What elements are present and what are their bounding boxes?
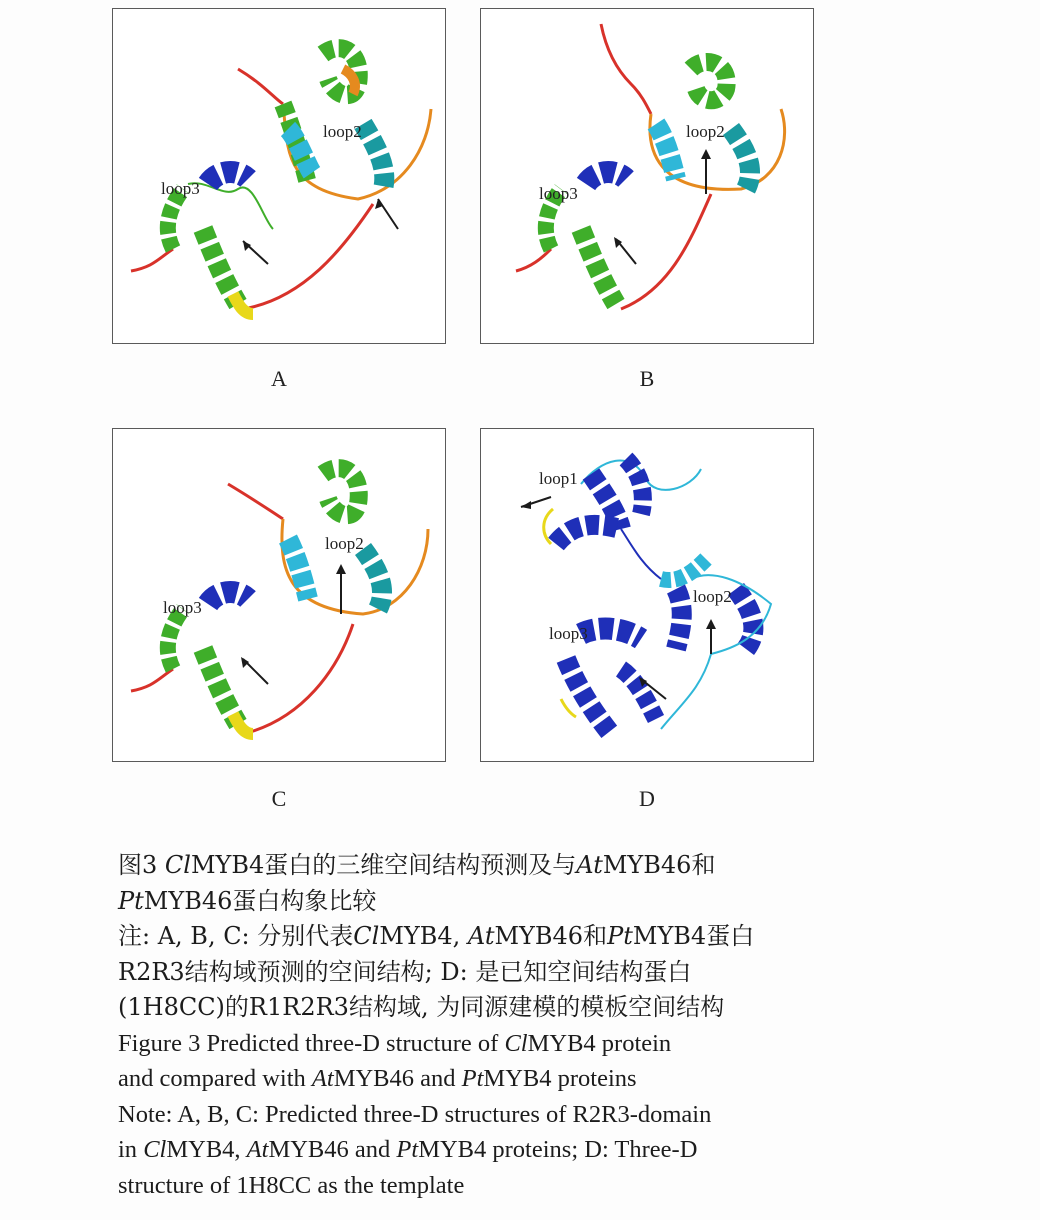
caption-italic: Cl — [504, 1029, 528, 1057]
caption-text: MYB4 proteins; D: Three-D — [418, 1136, 698, 1163]
figure-caption — [118, 848, 958, 1203]
loop2-label-c: loop2 — [325, 534, 364, 553]
panel-c-label: C — [271, 786, 287, 811]
caption-text: MYB4 protein — [527, 1029, 672, 1057]
caption-text: MYB46和 — [602, 851, 716, 879]
caption-cn-note-line-3: (1H8CC)的R1R2R3结构域, 为同源建模的模板空间结构 — [118, 993, 725, 1021]
caption-italic: At — [246, 1136, 269, 1163]
caption-en-title-line-2 — [118, 1061, 958, 1097]
loop2-label-a: loop2 — [323, 122, 362, 141]
caption-text: MYB4, — [166, 1136, 247, 1163]
caption-en-title-line-1 — [118, 1026, 958, 1062]
panel-d-structure-image — [480, 428, 814, 762]
caption-italic: Cl — [164, 851, 191, 879]
panel-b-label: B — [639, 366, 655, 391]
caption-italic: At — [576, 851, 603, 879]
caption-italic: Pt — [607, 922, 633, 950]
caption-italic: Cl — [143, 1136, 167, 1163]
caption-italic: Pt — [396, 1136, 419, 1163]
caption-text: MYB4蛋白 — [632, 922, 755, 950]
protein-ribbon-b — [481, 9, 815, 345]
caption-text: Figure 3 Predicted three-D structure of — [118, 1029, 505, 1057]
protein-ribbon-c — [113, 429, 447, 763]
caption-text: in — [118, 1136, 144, 1163]
caption-italic: Cl — [353, 922, 380, 950]
loop3-label-a: loop3 — [161, 179, 200, 198]
caption-text: MYB46和 — [494, 922, 608, 950]
caption-cn-title-line-2 — [118, 884, 958, 920]
caption-en-note-line-1: Note: A, B, C: Predicted three-D structures of R2R3-domain — [118, 1100, 712, 1128]
caption-text: MYB4蛋白的三维空间结构预测及与 — [190, 851, 577, 879]
caption-text: 注: A, B, C: 分别代表 — [118, 922, 354, 950]
caption-en-note-line-3: structure of 1H8CC as the template — [118, 1171, 465, 1199]
panel-c-structure-image — [112, 428, 446, 762]
protein-ribbon-d — [481, 429, 815, 763]
caption-text: MYB46蛋白构象比较 — [143, 886, 377, 915]
caption-text: 图3 — [118, 851, 165, 879]
caption-italic: Pt — [461, 1065, 484, 1092]
caption-italic: Pt — [118, 886, 144, 915]
caption-italic: At — [311, 1065, 334, 1092]
caption-text: MYB46 and — [268, 1136, 397, 1163]
loop3-label-b: loop3 — [539, 184, 578, 203]
panel-a-label: A — [271, 366, 287, 391]
loop1-label-d: loop1 — [539, 469, 578, 488]
caption-text: MYB46 and — [333, 1065, 462, 1092]
caption-text: MYB4 proteins — [483, 1065, 637, 1092]
caption-cn-note-line-1 — [118, 919, 958, 955]
caption-cn-title-line-1 — [118, 848, 958, 884]
panel-d-label: D — [639, 786, 655, 811]
caption-en-note-line-2 — [118, 1132, 958, 1168]
protein-ribbon-a — [113, 9, 447, 345]
caption-text: and compared with — [118, 1065, 312, 1092]
caption-text: MYB4, — [379, 922, 468, 950]
loop2-label-d: loop2 — [693, 587, 732, 606]
caption-italic: At — [467, 922, 495, 950]
panel-b-structure-image — [480, 8, 814, 344]
panel-a-structure-image — [112, 8, 446, 344]
caption-cn-note-line-2: R2R3结构域预测的空间结构; D: 是已知空间结构蛋白 — [118, 957, 692, 986]
loop3-label-d: loop3 — [549, 624, 588, 643]
loop3-label-c: loop3 — [163, 598, 202, 617]
loop2-label-b: loop2 — [686, 122, 725, 141]
